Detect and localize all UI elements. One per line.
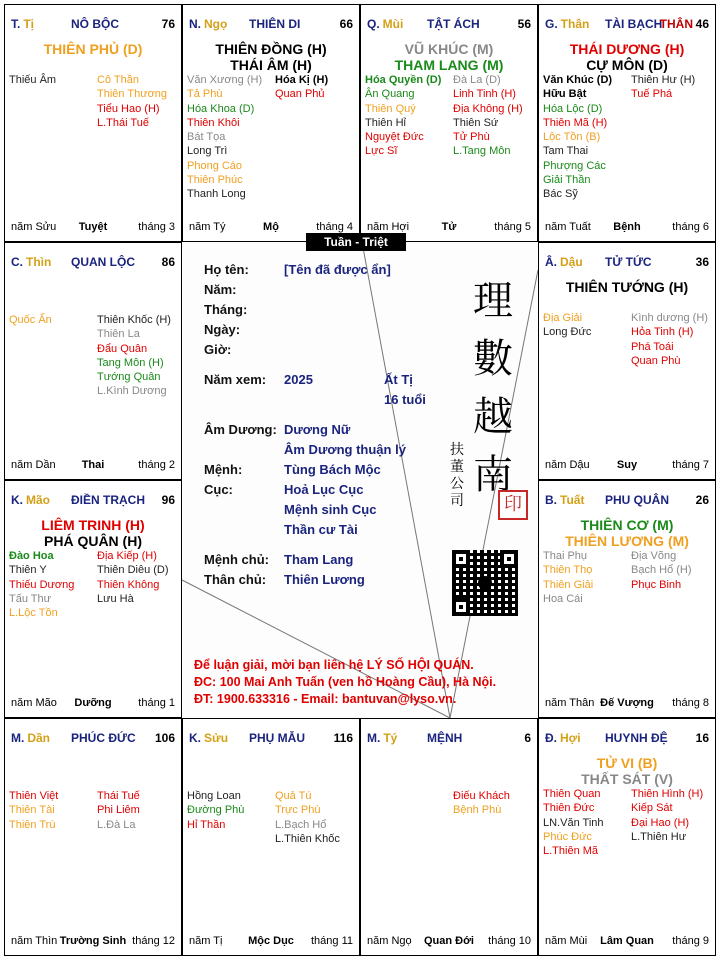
- palace-header: [11, 17, 175, 33]
- palace-header: [545, 731, 709, 747]
- minor-star: Địa Võng: [631, 550, 677, 562]
- main-stars: [183, 41, 359, 73]
- right-stars: [275, 73, 328, 102]
- minor-star: Thiên Quý: [365, 102, 416, 115]
- left-stars: [9, 549, 74, 620]
- left-stars: [543, 787, 604, 858]
- main-stars: [361, 41, 537, 73]
- minor-star: Tuế Phá: [631, 88, 673, 101]
- palace-year: năm Ngọ: [367, 935, 412, 947]
- palace-number: 106: [154, 731, 175, 745]
- palace-dau: [538, 242, 716, 480]
- minor-star: Thiên Không: [97, 578, 160, 591]
- minor-star: Thiên Thương: [97, 88, 168, 101]
- palace-number: 6: [524, 731, 531, 745]
- nam-xem-label: Năm xem:: [204, 372, 267, 387]
- left-stars: [9, 789, 58, 832]
- menh-chu-value: Tham Lang: [284, 552, 354, 567]
- qr-logo-icon: [478, 576, 492, 590]
- calligraphy-subtext: 扶 董 公 司: [450, 442, 464, 509]
- palace-tuat: [538, 480, 716, 718]
- palace-can: M.: [11, 731, 25, 745]
- palace-month: tháng 5: [494, 221, 531, 233]
- palace-can: T.: [11, 17, 21, 31]
- minor-star: LN.Văn Tinh: [543, 816, 604, 829]
- palace-footer: [545, 221, 709, 235]
- palace-number: 36: [695, 255, 709, 269]
- minor-star: Lực Sĩ: [365, 145, 398, 158]
- palace-can: K.: [11, 493, 23, 507]
- palace-than-marker: THÂN: [659, 17, 693, 31]
- minor-star: Thiên Việt: [9, 790, 59, 802]
- main-star: THIÊN ĐỒNG (H): [215, 41, 327, 57]
- contact-address: ĐC: 100 Mai Anh Tuấn (ven hồ Hoàng Cầu), Hà Nội.: [194, 675, 497, 689]
- palace-chi: Thìn: [26, 255, 52, 269]
- am-duong-label: Âm Dương:: [204, 422, 277, 437]
- minor-star: L.Lộc Tồn: [9, 607, 58, 620]
- minor-star: L.Thái Tuế: [97, 116, 149, 129]
- than-cu: Thần cư Tài: [284, 522, 358, 537]
- palace-year: năm Thìn: [11, 935, 58, 947]
- palace-number: 46: [695, 17, 709, 31]
- minor-star: Hóa Khoa (D): [187, 102, 255, 115]
- minor-star: Cô Thần: [97, 74, 139, 86]
- right-stars: [453, 789, 510, 818]
- minor-star: Đẩu Quân: [97, 342, 148, 355]
- minor-star: L.Thiên Hư: [631, 830, 687, 843]
- truong-sinh-stage: Trường Sinh: [59, 935, 127, 947]
- minor-star: Thiếu Âm: [9, 74, 57, 86]
- red-seal-stamp: 印: [498, 490, 528, 520]
- palace-year: năm Tý: [189, 221, 226, 233]
- palace-month: tháng 9: [672, 935, 709, 947]
- main-star: PHÁ QUÂN (H): [44, 533, 142, 549]
- main-star: THIÊN PHỦ (D): [43, 41, 143, 57]
- palace-can: M.: [367, 731, 381, 745]
- minor-star: Thiên Mã (H): [543, 116, 608, 129]
- palace-number: 56: [517, 17, 531, 31]
- palace-header: [545, 493, 709, 509]
- truong-sinh-stage: Dưỡng: [74, 697, 112, 709]
- am-duong-value: Dương Nữ: [284, 422, 351, 437]
- palace-suu: [182, 718, 360, 956]
- minor-star: Quan Phủ: [275, 88, 325, 101]
- left-stars: [9, 313, 52, 327]
- minor-star: Tướng Quân: [97, 371, 161, 384]
- left-stars: [187, 789, 244, 832]
- ho-ten-value: [Tên đã được ẩn]: [284, 262, 391, 277]
- palace-year: năm Tuất: [545, 221, 591, 233]
- minor-star: Thai Phụ: [543, 550, 588, 562]
- palace-month: tháng 4: [316, 221, 353, 233]
- main-stars: [539, 755, 715, 787]
- main-star: VŨ KHÚC (M): [404, 41, 494, 57]
- minor-star: L.Thiên Khốc: [275, 832, 340, 845]
- minor-star: Linh Tinh (H): [453, 88, 516, 101]
- calligraphy-logo: 理 數 越 南: [473, 278, 513, 498]
- tuoi-value: 16 tuổi: [384, 392, 426, 407]
- cuc-relation: Mệnh sinh Cục: [284, 502, 377, 517]
- palace-chi: Sửu: [204, 731, 229, 745]
- palace-year: năm Tị: [189, 935, 223, 947]
- palace-ngo: [182, 4, 360, 242]
- palace-header: [367, 17, 531, 33]
- minor-star: Long Đức: [543, 326, 592, 339]
- main-star: THÁI ÂM (H): [230, 57, 312, 73]
- palace-can: Â.: [545, 255, 557, 269]
- minor-star: Phong Cáo: [187, 159, 243, 172]
- main-star: THIÊN TƯỚNG (H): [565, 279, 689, 295]
- palace-footer: [367, 935, 531, 949]
- minor-star: Thiếu Dương: [9, 578, 75, 591]
- palace-chi: Dậu: [560, 255, 583, 269]
- palace-month: tháng 3: [138, 221, 175, 233]
- ho-ten-label: Họ tên:: [204, 262, 249, 277]
- truong-sinh-stage: Thai: [81, 459, 105, 471]
- palace-footer: [11, 697, 175, 711]
- main-stars: [5, 41, 181, 57]
- left-stars: [543, 311, 591, 340]
- minor-star: Quả Tú: [275, 790, 312, 802]
- palace-name: HUYNH ĐỆ: [605, 731, 668, 745]
- minor-star: Hóa Kị (H): [275, 74, 329, 86]
- palace-mui: [360, 4, 538, 242]
- right-stars: [97, 313, 171, 399]
- minor-star: Thiên La: [97, 328, 140, 341]
- right-stars: [631, 311, 708, 368]
- truong-sinh-stage: Mộ: [263, 221, 279, 233]
- palace-can: K.: [189, 731, 201, 745]
- minor-star: Điếu Khách: [453, 790, 510, 802]
- main-star: TỬ VI (B): [596, 755, 658, 771]
- minor-star: Đà La (D): [453, 74, 501, 86]
- left-stars: [9, 73, 56, 87]
- minor-star: Tiểu Hao (H): [97, 102, 160, 115]
- minor-star: Hóa Quyền (D): [365, 74, 442, 86]
- right-stars: [97, 789, 140, 832]
- minor-star: Thiên Diêu (D): [97, 564, 169, 577]
- palace-month: tháng 7: [672, 459, 709, 471]
- qr-code[interactable]: [452, 550, 518, 616]
- palace-mao: [4, 480, 182, 718]
- am-duong-ly: Âm Dương thuận lý: [284, 442, 406, 457]
- gio-label: Giờ:: [204, 342, 232, 357]
- truong-sinh-stage: Quan Đới: [424, 935, 474, 947]
- palace-can: C.: [11, 255, 23, 269]
- minor-star: Trực Phù: [275, 804, 321, 817]
- minor-star: Phục Binh: [631, 578, 682, 591]
- palace-header: [367, 731, 531, 747]
- palace-number: 86: [161, 255, 175, 269]
- main-stars: [539, 41, 715, 73]
- minor-star: Lộc Tồn (B): [543, 131, 601, 144]
- palace-year: năm Dần: [11, 459, 56, 471]
- palace-chi: Mão: [26, 493, 50, 507]
- palace-ty: [4, 4, 182, 242]
- main-stars: [539, 279, 715, 295]
- minor-star: Giải Thần: [543, 174, 591, 187]
- thang-label: Tháng:: [204, 302, 248, 317]
- palace-chi: Hợi: [560, 731, 581, 745]
- palace-chi: Tuất: [560, 493, 585, 507]
- menh-label: Mệnh:: [204, 462, 243, 477]
- palace-chi: Dần: [27, 731, 51, 745]
- truong-sinh-stage: Mộc Dục: [248, 935, 294, 947]
- minor-star: Địa Không (H): [453, 102, 523, 115]
- minor-star: Thiên Hỉ: [365, 116, 406, 129]
- minor-star: Hữu Bật: [543, 88, 587, 101]
- center-info-panel: [182, 242, 538, 718]
- palace-tyy: [360, 718, 538, 956]
- menh-chu-label: Mệnh chủ:: [204, 552, 269, 567]
- main-stars: [539, 517, 715, 549]
- palace-month: tháng 8: [672, 697, 709, 709]
- truong-sinh-stage: Tử: [441, 221, 457, 233]
- minor-star: Bác Sỹ: [543, 188, 578, 201]
- minor-star: Bạch Hổ (H): [631, 564, 692, 577]
- minor-star: Tấu Thư: [9, 592, 52, 605]
- palace-can: G.: [545, 17, 558, 31]
- minor-star: Đào Hoa: [9, 550, 54, 562]
- palace-name: TỬ TỨC: [605, 255, 652, 269]
- minor-star: Tử Phù: [453, 131, 490, 144]
- main-star: THIÊN CƠ (M): [580, 517, 674, 533]
- palace-can: B.: [545, 493, 557, 507]
- right-stars: [275, 789, 340, 846]
- palace-month: tháng 12: [132, 935, 175, 947]
- palace-month: tháng 2: [138, 459, 175, 471]
- minor-star: Ân Quang: [365, 88, 415, 101]
- right-stars: [631, 73, 695, 102]
- main-star: THẤT SÁT (V): [581, 771, 673, 787]
- palace-year: năm Mão: [11, 697, 57, 709]
- minor-star: Thiên Tài: [9, 804, 55, 817]
- palace-header: [545, 17, 709, 33]
- palace-year: năm Mùi: [545, 935, 588, 947]
- minor-star: Thiên Khốc (H): [97, 314, 171, 326]
- palace-year: năm Sửu: [11, 221, 57, 233]
- palace-footer: [189, 935, 353, 949]
- palace-name: THIÊN DI: [249, 17, 301, 31]
- ngay-label: Ngày:: [204, 322, 241, 337]
- truong-sinh-stage: Đế Vượng: [600, 697, 654, 709]
- palace-can: N.: [189, 17, 201, 31]
- minor-star: L.Đà La: [97, 818, 136, 831]
- minor-star: Địa Kiếp (H): [97, 550, 157, 562]
- right-stars: [631, 549, 692, 592]
- minor-star: L.Thiên Mã: [543, 845, 599, 858]
- nam-label: Năm:: [204, 282, 237, 297]
- palace-hoi: [538, 718, 716, 956]
- palace-number: 76: [161, 17, 175, 31]
- main-star: THIÊN LƯƠNG (M): [565, 533, 689, 549]
- left-stars: [365, 73, 441, 159]
- minor-star: Hồng Loan: [187, 790, 241, 802]
- palace-year: năm Dậu: [545, 459, 590, 471]
- nam-xem-value: 2025: [284, 372, 313, 387]
- menh-value: Tùng Bách Mộc: [284, 462, 381, 477]
- minor-star: Tam Thai: [543, 145, 589, 158]
- minor-star: Quan Phù: [631, 354, 681, 367]
- minor-star: L.Bạch Hổ: [275, 818, 327, 831]
- palace-name: QUAN LỘC: [71, 255, 135, 269]
- minor-star: Văn Xương (H): [187, 74, 263, 86]
- palace-year: năm Thân: [545, 697, 595, 709]
- palace-month: tháng 10: [488, 935, 531, 947]
- palace-header: [189, 731, 353, 747]
- minor-star: Quốc Ấn: [9, 314, 52, 326]
- palace-name: TẬT ÁCH: [427, 17, 480, 31]
- palace-month: tháng 6: [672, 221, 709, 233]
- minor-star: Hỏa Tinh (H): [631, 326, 694, 339]
- main-star: LIÊM TRINH (H): [41, 517, 145, 533]
- minor-star: Thiên Thọ: [543, 564, 593, 577]
- than-chu-value: Thiên Lương: [284, 572, 365, 587]
- palace-chi: Tý: [383, 731, 398, 745]
- minor-star: Bệnh Phù: [453, 804, 502, 817]
- palace-than: [538, 4, 716, 242]
- minor-star: Thiên Hình (H): [631, 788, 704, 800]
- minor-star: Thiên Y: [9, 564, 47, 577]
- nam-xem-can-chi: Ất Tị: [384, 372, 413, 387]
- minor-star: Thiên Đức: [543, 802, 595, 815]
- palace-month: tháng 11: [310, 935, 353, 947]
- minor-star: Thiên Giải: [543, 578, 594, 591]
- minor-star: L.Tang Môn: [453, 145, 511, 158]
- minor-star: Thiên Phúc: [187, 174, 243, 187]
- palace-footer: [11, 459, 175, 473]
- minor-star: Đại Hao (H): [631, 816, 690, 829]
- minor-star: Hỉ Thần: [187, 818, 226, 831]
- truong-sinh-stage: Lâm Quan: [600, 935, 654, 947]
- minor-star: Phá Toái: [631, 340, 674, 353]
- minor-star: Văn Khúc (D): [543, 74, 613, 86]
- palace-header: [11, 255, 175, 271]
- palace-year: năm Hợi: [367, 221, 410, 233]
- palace-dan: [4, 718, 182, 956]
- palace-footer: [545, 935, 709, 949]
- main-star: THÁI DƯƠNG (H): [569, 41, 685, 57]
- minor-star: Tả Phù: [187, 88, 223, 101]
- palace-can: Đ.: [545, 731, 557, 745]
- main-star: CỰ MÔN (D): [586, 57, 668, 73]
- minor-star: Hóa Lộc (D): [543, 102, 603, 115]
- palace-name: PHU QUÂN: [605, 493, 670, 507]
- minor-star: Phượng Các: [543, 159, 606, 172]
- palace-header: [545, 255, 709, 271]
- contact-line-1: Để luận giải, mời bạn liên hệ LÝ SỐ HỘI QUÁN.: [194, 658, 474, 672]
- minor-star: Phi Liêm: [97, 804, 140, 817]
- truong-sinh-stage: Suy: [616, 459, 638, 471]
- palace-number: 66: [339, 17, 353, 31]
- minor-star: Bát Tọa: [187, 131, 226, 144]
- left-stars: [543, 73, 612, 202]
- minor-star: Hoa Cái: [543, 592, 583, 605]
- palace-footer: [11, 221, 175, 235]
- minor-star: Thiên Quan: [543, 788, 601, 800]
- palace-number: 116: [333, 731, 353, 745]
- palace-footer: [545, 697, 709, 711]
- palace-header: [189, 17, 353, 33]
- palace-chi: Ngọ: [204, 17, 228, 31]
- minor-star: Nguyệt Đức: [365, 131, 424, 144]
- palace-thin: [4, 242, 182, 480]
- minor-star: Đường Phù: [187, 804, 245, 817]
- palace-name: NÔ BỘC: [71, 17, 119, 31]
- palace-footer: [545, 459, 709, 473]
- palace-header: [11, 493, 175, 509]
- palace-name: TÀI BẠCH: [605, 17, 663, 31]
- than-chu-label: Thân chủ:: [204, 572, 267, 587]
- palace-name: ĐIỀN TRẠCH: [71, 493, 145, 507]
- minor-star: Kiếp Sát: [631, 802, 673, 815]
- minor-star: Thái Tuế: [97, 790, 140, 802]
- cuc-label: Cục:: [204, 482, 233, 497]
- truong-sinh-stage: Tuyệt: [78, 221, 108, 233]
- palace-name: PHÚC ĐỨC: [71, 731, 136, 745]
- palace-number: 96: [161, 493, 175, 507]
- minor-star: Thiên Trù: [9, 818, 56, 831]
- truong-sinh-stage: Bệnh: [613, 221, 641, 233]
- right-stars: [97, 549, 169, 606]
- tuan-triet-label: Tuần - Triệt: [306, 233, 406, 251]
- minor-star: Thiên Hư (H): [631, 74, 696, 86]
- palace-number: 26: [695, 493, 709, 507]
- minor-star: Thiên Khôi: [187, 116, 240, 129]
- palace-chi: Tị: [23, 17, 35, 31]
- palace-footer: [11, 935, 175, 949]
- minor-star: Phúc Đức: [543, 830, 592, 843]
- left-stars: [543, 549, 593, 606]
- minor-star: Kình dương (H): [631, 312, 708, 324]
- minor-star: Tang Môn (H): [97, 356, 164, 369]
- left-stars: [187, 73, 262, 202]
- palace-name: MỆNH: [427, 731, 463, 745]
- palace-number: 16: [695, 731, 709, 745]
- minor-star: L.Kình Dương: [97, 385, 167, 398]
- contact-phone-email[interactable]: ĐT: 1900.633316 - Email: bantuvan@lyso.vn.: [194, 692, 457, 706]
- palace-name: PHỤ MẪU: [249, 731, 305, 745]
- minor-star: Lưu Hà: [97, 592, 134, 605]
- main-star: THAM LANG (M): [394, 57, 504, 73]
- palace-chi: Thân: [560, 17, 590, 31]
- right-stars: [631, 787, 703, 844]
- cuc-value: Hoả Lục Cục: [284, 482, 364, 497]
- minor-star: Thanh Long: [187, 188, 246, 201]
- main-stars: [5, 517, 181, 549]
- palace-can: Q.: [367, 17, 380, 31]
- palace-month: tháng 1: [138, 697, 175, 709]
- right-stars: [453, 73, 523, 159]
- right-stars: [97, 73, 167, 130]
- minor-star: Địa Giải: [543, 312, 583, 324]
- palace-chi: Mùi: [382, 17, 404, 31]
- minor-star: Long Trì: [187, 145, 228, 158]
- palace-header: [11, 731, 175, 747]
- minor-star: Thiên Sứ: [453, 116, 499, 129]
